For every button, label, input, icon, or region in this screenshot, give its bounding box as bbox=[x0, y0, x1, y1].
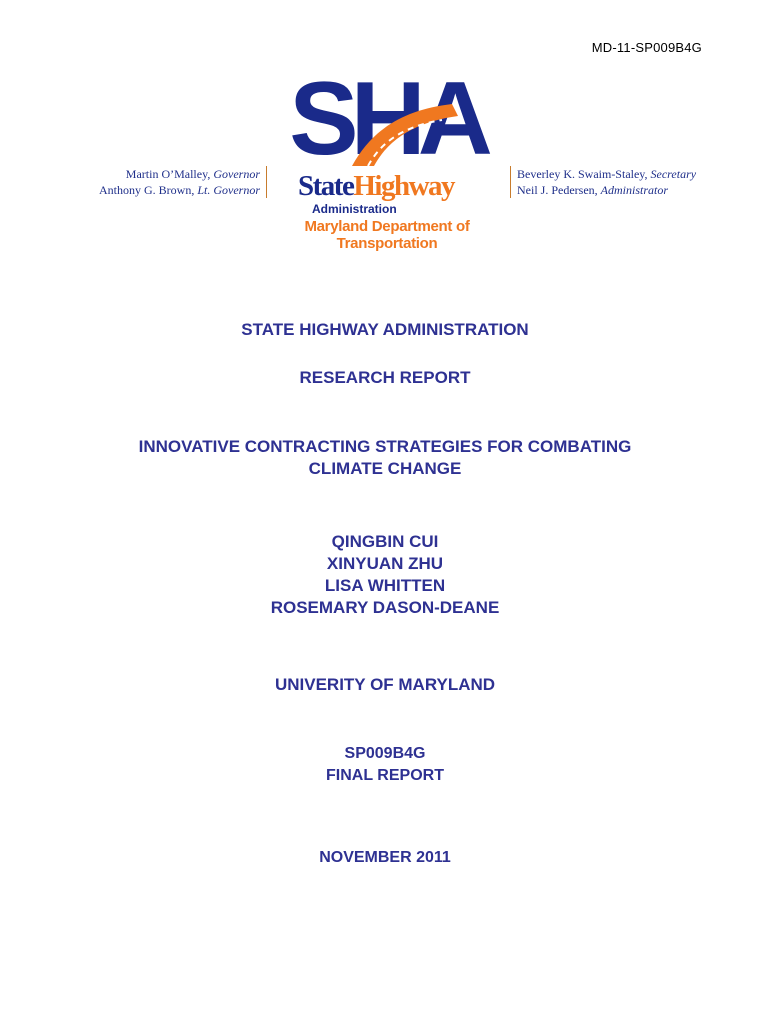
administrator-name: Neil J. Pedersen, bbox=[517, 183, 598, 197]
institution-name: UNIVERITY OF MARYLAND bbox=[274, 675, 496, 694]
lt-governor-name: Anthony G. Brown, bbox=[98, 183, 195, 197]
report-type-text: RESEARCH REPORT bbox=[299, 368, 471, 387]
governor-block bbox=[84, 166, 267, 198]
logo-state-word: State bbox=[298, 170, 354, 202]
report-date bbox=[0, 847, 770, 869]
logo-department: Maryland Department of Transportation bbox=[304, 218, 470, 252]
governor-role: Governor bbox=[213, 167, 260, 181]
report-type bbox=[0, 367, 770, 389]
project-number: SP009B4G bbox=[344, 745, 426, 762]
secretary-line bbox=[517, 166, 717, 182]
report-title bbox=[0, 436, 770, 480]
governor-name: Martin O’Malley, bbox=[125, 167, 211, 181]
logo-highway-word: Highway bbox=[353, 170, 455, 202]
administrator-line bbox=[517, 182, 717, 198]
secretary-name: Beverley K. Swaim-Staley, bbox=[517, 167, 648, 181]
lt-governor-line bbox=[84, 182, 260, 198]
institution bbox=[0, 674, 770, 696]
sha-acronym: SHA bbox=[289, 61, 485, 177]
report-status: FINAL REPORT bbox=[326, 767, 444, 784]
report-title-line-1: INNOVATIVE CONTRACTING STRATEGIES FOR COMBATING bbox=[138, 437, 632, 456]
date-text: NOVEMBER 2011 bbox=[319, 849, 451, 866]
secretary-role: Secretary bbox=[650, 167, 697, 181]
document-id: MD-11-SP009B4G bbox=[591, 40, 702, 55]
author-name: QINGBIN CUI bbox=[331, 532, 439, 551]
author-name: XINYUAN ZHU bbox=[326, 554, 444, 573]
lt-governor-role: Lt. Governor bbox=[197, 183, 260, 197]
author-name: LISA WHITTEN bbox=[324, 576, 446, 595]
logo-administration: Administration bbox=[312, 202, 397, 216]
administrator-role: Administrator bbox=[600, 183, 668, 197]
governor-line bbox=[84, 166, 260, 182]
agency-name: STATE HIGHWAY ADMINISTRATION bbox=[241, 320, 529, 339]
agency-title bbox=[0, 319, 770, 341]
secretary-block bbox=[510, 166, 717, 198]
sha-logo-mark bbox=[289, 61, 485, 177]
logo-state-highway bbox=[298, 170, 454, 203]
report-number-block bbox=[0, 743, 770, 787]
report-title-line-2: CLIMATE CHANGE bbox=[308, 459, 462, 478]
author-list bbox=[0, 531, 770, 619]
author-name: ROSEMARY DASON-DEANE bbox=[270, 598, 500, 617]
sha-logo bbox=[262, 61, 512, 252]
